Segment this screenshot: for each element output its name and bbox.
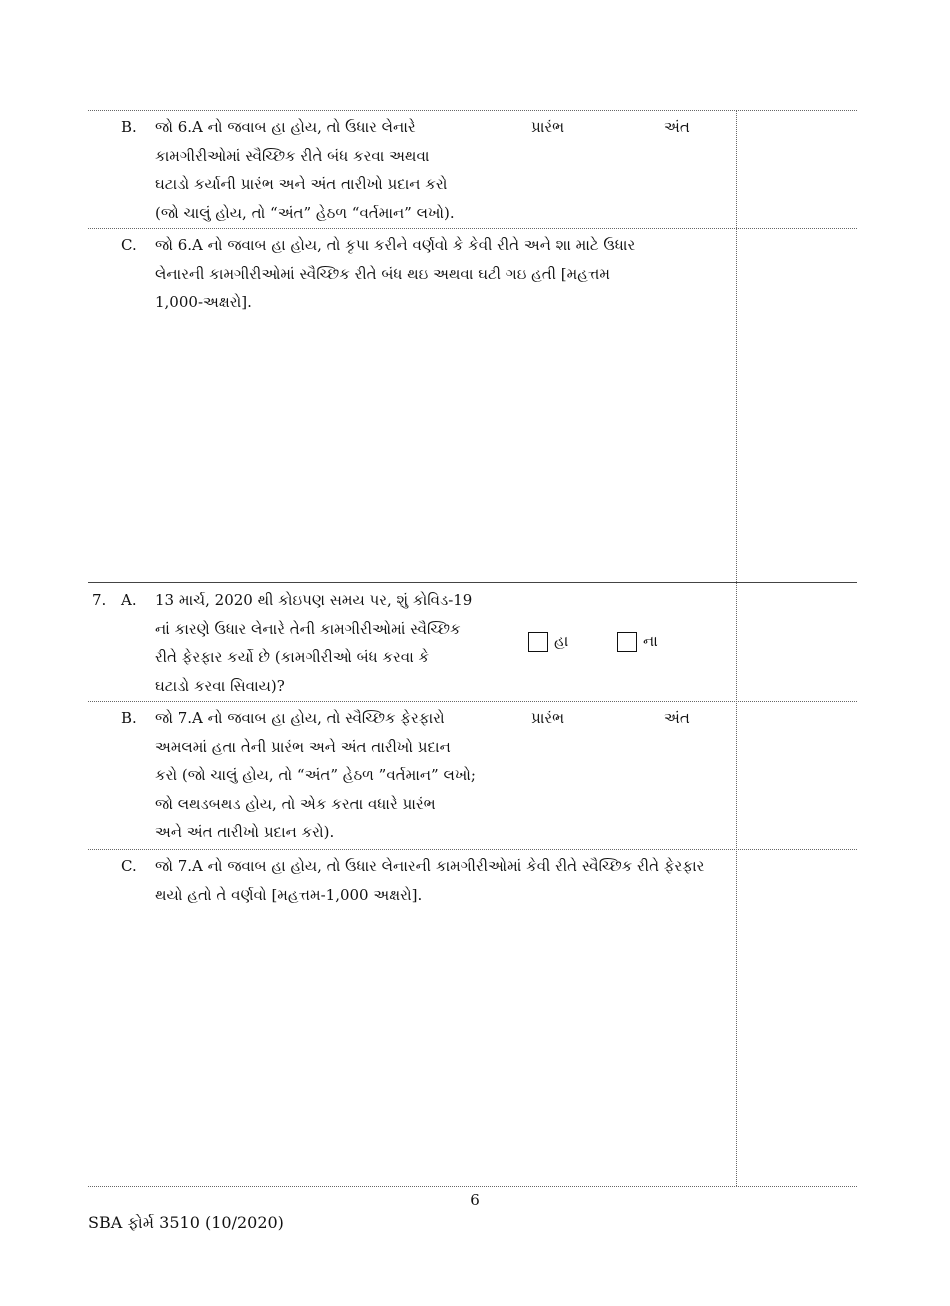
page-number: 6 — [470, 1191, 480, 1209]
row-divider — [88, 228, 857, 229]
item-letter: B. — [121, 709, 137, 727]
form-id: SBA ફોર્મ 3510 (10/2020) — [88, 1213, 284, 1232]
item-letter: C. — [121, 236, 137, 254]
answer-column-divider — [736, 110, 737, 1186]
start-date-label: પ્રારંભ — [531, 118, 565, 136]
no-option[interactable] — [617, 629, 658, 653]
item-number: 7. — [92, 591, 107, 609]
no-checkbox[interactable] — [617, 632, 637, 652]
item-letter: C. — [121, 857, 137, 875]
question-6b-text: જો 6.A નો જવાબ હા હોય, તો ઉધાર લેનારે કામગીરીઓમાં સ્વૈચ્છિક રીતે બંધ કરવા અથવા ઘટાડો કર્યાની પ્રારંભ અને અંત તારીખો પ્રદાન કરો (જો ચાલું હોય, તો “અંત” હેઠળ “વર્તમાન” લખો). — [155, 118, 455, 222]
question-6c-text: જો 6.A નો જવાબ હા હોય, તો કૃપા કરીને વર્ણવો કે કેવી રીતે અને શા માટે ઉધાર લેનારની કામગીરીઓમાં સ્વૈચ્છિક રીતે બંધ થઇ અથવા ઘટી ગઇ હતી [મહત્તમ 1,000-અક્ષરો]. — [155, 236, 636, 311]
no-label: ના — [643, 632, 658, 650]
question-7b-text: જો 7.A નો જવાબ હા હોય, તો સ્વૈચ્છિક ફેરફારો અમલમાં હતા તેની પ્રારંભ અને અંત તારીખો પ્રદાન કરો (જો ચાલું હોય, તો “અંત” હેઠળ ”વર્તમાન” લખો; જો લથડબથડ હોય, તો એક કરતા વધારે પ્રારંભ અને અંત તારીખો પ્રદાન કરો). — [155, 709, 476, 841]
row-divider — [88, 701, 857, 702]
end-date-label: અંત — [664, 709, 690, 727]
item-letter: B. — [121, 118, 137, 136]
section-divider — [88, 582, 857, 583]
question-7c-text: જો 7.A નો જવાબ હા હોય, તો ઉધાર લેનારની કામગીરીઓમાં કેવી રીતે સ્વૈચ્છિક રીતે ફેરફાર થયો હતો તે વર્ણવો [મહત્તમ-1,000 અક્ષરો]. — [155, 857, 705, 904]
row-divider — [88, 849, 857, 850]
row-divider — [88, 110, 857, 111]
yes-label: હા — [554, 632, 569, 650]
question-7a-text: 13 માર્ચ, 2020 થી કોઇપણ સમય પર, શું કોવિડ-19 નાં કારણે ઉધાર લેનારે તેની કામગીરીઓમાં સ્વૈચ્છિક રીતે ફેરફાર કર્યો છે (કામગીરીઓ બંધ કરવા કે ઘટાડો કરવા સિવાય)? — [155, 591, 473, 695]
yes-option[interactable] — [528, 629, 568, 653]
item-letter: A. — [121, 591, 137, 609]
end-date-label: અંત — [664, 118, 690, 136]
yes-checkbox[interactable] — [528, 632, 548, 652]
start-date-label: પ્રારંભ — [531, 709, 565, 727]
